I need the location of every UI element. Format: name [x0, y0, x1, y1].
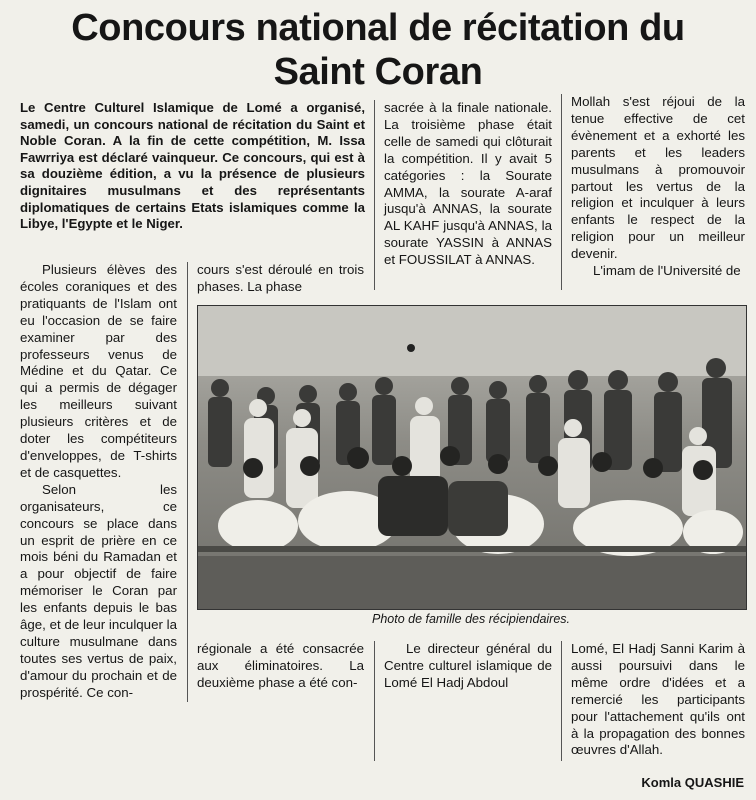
column-rule-4: [561, 94, 562, 290]
column-2-bottom-text: régionale a été consacrée aux éliminatoires. La deuxième phase a été con-: [197, 641, 364, 690]
column-3-bottom-text: Le directeur général du Centre culturel islamique de Lomé El Hadj Abdoul: [384, 641, 552, 690]
column-3-top-text: sacrée à la finale nationale. La troisième phase était celle de samedi qui clôturait la compétition. Il y avait 5 catégories : la Sourate AMMA, la sourate A-araf jusqu'à ANNAS, la sourate AL KAHF jusqu'à ANNAS, la sourate YASSIN à ANNAS et FOUSSILAT à ANNAS.: [384, 100, 552, 268]
column-rule-1: [187, 262, 188, 702]
headline-line-2: Saint Coran: [273, 51, 483, 93]
column-4-bottom: [571, 641, 745, 759]
column-3-top: [384, 100, 552, 269]
headline-line-1: Concours national de récitation du: [71, 7, 685, 49]
column-4-bottom-text: Lomé, El Hadj Sanni Karim à aussi poursuivi dans le même ordre d'idées et a remercié les participants pour l'attachement qu'ils ont à la propagation des bonnes œuvres d'Allah.: [571, 641, 745, 758]
group-photo-image: [198, 306, 746, 609]
article-headline: [0, 6, 756, 94]
column-2-top-text: cours s'est déroulé en trois phases. La phase: [197, 262, 364, 294]
article-byline: Komla QUASHIE: [641, 775, 744, 790]
column-4-top-text-1: Mollah s'est réjoui de la tenue effective de cet évènement et a exhorté les parents et les leaders musulmans à promouvoir partout les vertus de la religion et inculquer à leurs enfants le respect de la religion pour un meilleur devenir.: [571, 94, 745, 262]
column-2-bottom: [197, 641, 364, 692]
column-2-top: [197, 262, 364, 296]
column-3-bottom: [384, 641, 552, 692]
article-lead: Le Centre Culturel Islamique de Lomé a organisé, samedi, un concours national de récitation du Saint et Noble Coran. A la fin de cette compétition, M. Issa Fawrriya est déclaré vainqueur. Ce concours, qui est à sa douzième édition, a vu la présence de plusieurs dignitaires musulmans et des représentants diplomatiques de certains Etats islamiques comme la Libye, l'Egypte et le Niger.: [20, 100, 365, 232]
column-4-top: [571, 94, 745, 280]
photo-caption: Photo de famille des récipiendaires.: [371, 612, 571, 626]
column-rule-3: [374, 641, 375, 761]
column-1: [20, 262, 177, 702]
column-1-paragraph-2: Selon les organisateurs, ce concours se place dans un esprit de prière en ce mois béni du Ramadan et a pour objectif de faire mémoriser le Coran par les enfants depuis le bas âge, et de leur inculquer la culture musulmane dans toutes ses vertus de paix, d'amour du prochain et de prospérité. Ce con-: [20, 481, 177, 700]
column-rule-5: [561, 641, 562, 761]
column-rule-2: [374, 100, 375, 290]
column-4-top-text-2: L'imam de l'Université de: [593, 263, 741, 279]
column-1-paragraph-1: Plusieurs élèves des écoles coraniques et des pratiquants de l'Islam ont eu l'occasion de se faire examiner par des professeurs venus de Médine et du Qatar. Ce qui a permis de dégager les meilleurs suivant plusieurs critères et de doter les compétiteurs d'enveloppes, de T-shirts et de casquettes.: [20, 262, 177, 480]
group-photo: [197, 305, 747, 610]
